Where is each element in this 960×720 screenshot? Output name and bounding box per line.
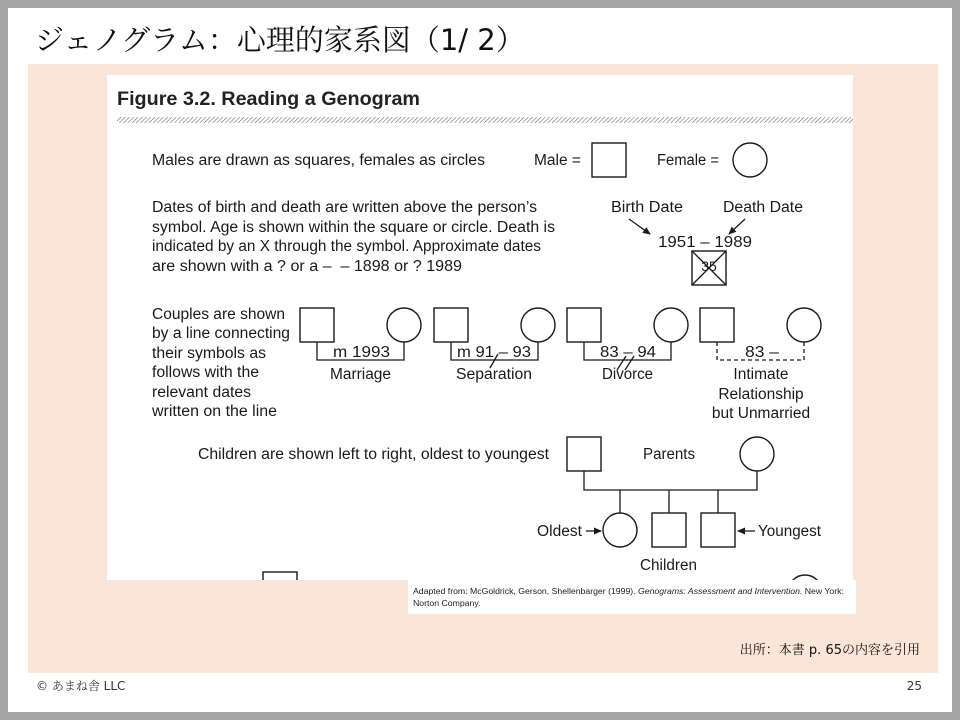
gender-description: Males are drawn as squares, females as circles: [152, 152, 486, 169]
oldest-label: Oldest: [537, 523, 583, 540]
couple-type-label: Separation: [456, 366, 532, 383]
page-number: 25: [906, 679, 922, 693]
couples-line: relevant dates: [152, 384, 252, 401]
slide-title: ジェノグラム：心理的家系図（1/ 2）: [35, 23, 525, 57]
female-label: Female =: [657, 152, 719, 169]
couple-type-label: Divorce: [602, 366, 653, 383]
dates-line: Dates of birth and death are written above the person’s: [152, 199, 538, 216]
couples-line: their symbols as: [152, 345, 267, 362]
couple-type-label: but Unmarried: [711, 405, 811, 422]
couple-dates: m 91 – 93: [457, 344, 531, 361]
example-age: 35: [701, 258, 717, 274]
figure-title: Figure 3.2. Reading a Genogram: [117, 88, 420, 110]
citation-box: [408, 580, 856, 614]
source-note: 出所：本書 p. 65の内容を引用: [739, 643, 920, 658]
couple-dates: 83 – 94: [600, 344, 657, 361]
couple-type-label: Intimate: [733, 366, 789, 383]
example-dates: 1951 – 1989: [658, 234, 752, 251]
couple-dates: m 1993: [333, 344, 390, 361]
genogram-figure: [107, 75, 853, 580]
couple-type-label: Marriage: [330, 366, 391, 383]
children-description: Children are shown left to right, oldest to youngest: [198, 446, 550, 463]
dates-line: indicated by an X through the symbol. Approximate dates: [152, 238, 542, 255]
couple-type-label: Relationship: [718, 386, 804, 403]
death-date-label: Death Date: [723, 199, 803, 216]
youngest-label: Youngest: [758, 523, 822, 540]
parents-label: Parents: [643, 446, 696, 463]
dates-line: symbol. Age is shown within the square or circle. Death is: [152, 219, 556, 236]
couples-line: by a line connecting: [152, 325, 290, 342]
copyright: © あまね舎 LLC: [36, 679, 126, 693]
citation-work-title: Genograms: Assessment and Intervention.: [638, 586, 803, 596]
couples-line: follows with the: [152, 364, 259, 381]
children-label: Children: [640, 557, 697, 574]
couple-dates: 83 –: [745, 344, 780, 361]
couples-line: Couples are shown: [152, 306, 285, 323]
couples-line: written on the line: [150, 403, 277, 420]
figure-title-rule: [117, 117, 853, 123]
citation-suffix: New York: Norton Company.: [413, 586, 844, 608]
citation-prefix: Adapted from: McGoldrick, Gerson, Shellenbarger (1999).: [413, 586, 639, 596]
dates-line: are shown with a ? or a – – 1898 or ? 1989: [152, 258, 463, 275]
birth-date-label: Birth Date: [611, 199, 683, 216]
male-label: Male =: [534, 152, 581, 169]
